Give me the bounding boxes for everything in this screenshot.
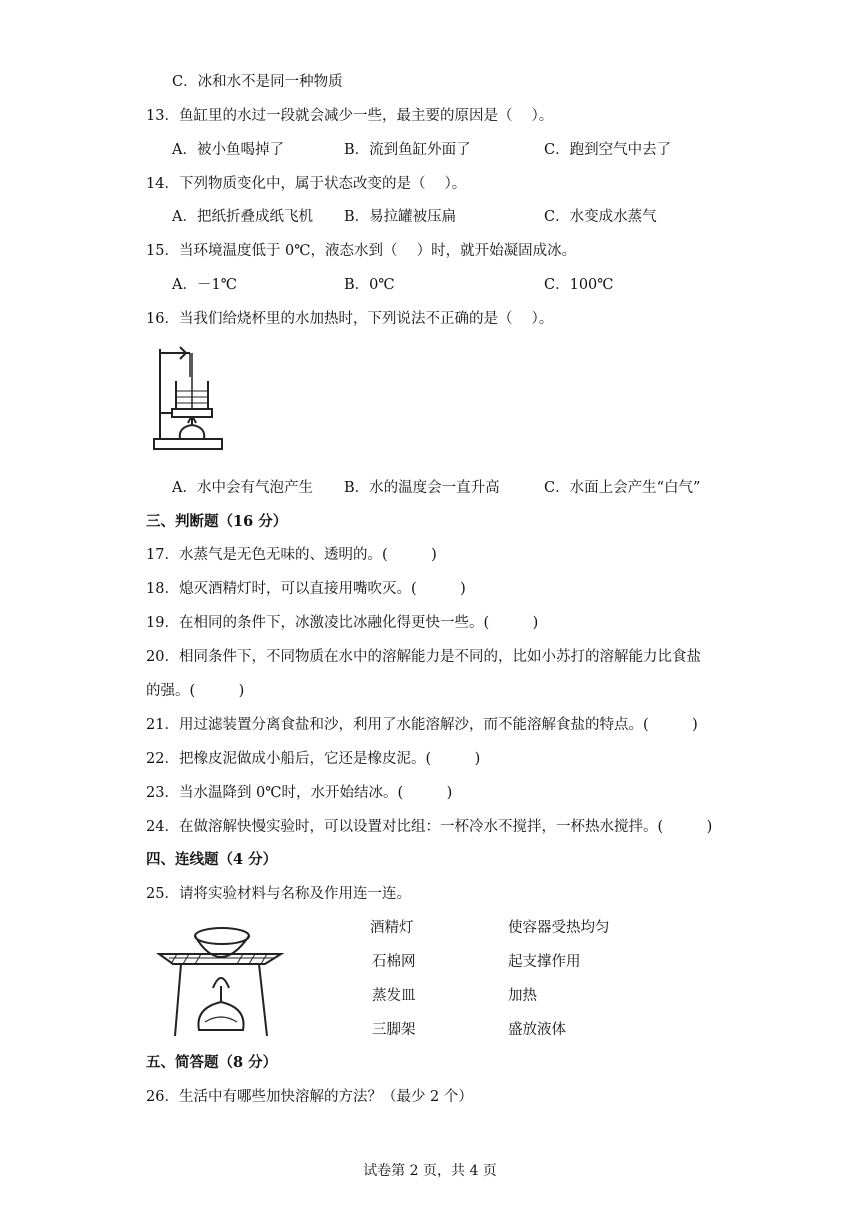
option-c-prev: C．冰和水不是同一种物质 [172,74,343,90]
section-5-heading: 五、简答题（8 分） [146,1054,278,1071]
section-4-heading: 四、连线题（4 分） [146,851,278,868]
page-footer: 试卷第 2 页，共 4 页 [363,1163,497,1179]
match-name-3: 蒸发皿 [372,988,416,1004]
match-use-2: 起支撑作用 [508,954,581,970]
section-3-heading: 三、判断题（16 分） [146,513,288,530]
question-21: 21．用过滤装置分离食盐和沙，利用了水能溶解沙，而不能溶解食盐的特点。( ) [146,717,698,733]
question-16-stem: 16．当我们给烧杯里的水加热时，下列说法不正确的是（ ）。 [146,311,554,327]
match-use-4: 盛放液体 [508,1022,566,1038]
question-22: 22．把橡皮泥做成小船后，它还是橡皮泥。( ) [146,751,481,767]
question-15-stem: 15．当环境温度低于 0℃，液态水到（ ）时，就开始凝固成冰。 [146,243,577,259]
question-14-stem: 14．下列物质变化中，属于状态改变的是（ ）。 [146,176,467,192]
question-20-line-2: 的强。( ) [146,683,245,699]
match-use-3: 加热 [508,988,537,1004]
question-17: 17．水蒸气是无色无味的、透明的。( ) [146,547,437,563]
q13-option-b: B．流到鱼缸外面了 [344,142,471,158]
question-25-stem: 25．请将实验材料与名称及作用连一连。 [146,886,411,902]
q16-option-a: A．水中会有气泡产生 [172,480,313,496]
q16-option-b: B．水的温度会一直升高 [344,480,500,496]
heating-apparatus-figure [150,343,230,455]
q13-option-c: C．跑到空气中去了 [544,142,672,158]
question-18: 18．熄灭酒精灯时，可以直接用嘴吹灭。( ) [146,581,466,597]
question-26: 26．生活中有哪些加快溶解的方法？（最少 2 个） [146,1089,473,1105]
question-24: 24．在做溶解快慢实验时，可以设置对比组：一杯冷水不搅拌，一杯热水搅拌。( ) [146,819,713,835]
q16-option-c: C．水面上会产生“白气” [544,480,701,496]
question-20-line-1: 20．相同条件下，不同物质在水中的溶解能力是不同的，比如小苏打的溶解能力比食盐 [146,649,701,665]
match-name-1: 酒精灯 [370,920,414,936]
question-19: 19．在相同的条件下，冰激凌比冰融化得更快一些。( ) [146,615,539,631]
q15-option-a: A．－1℃ [172,277,237,293]
match-name-4: 三脚架 [372,1022,416,1038]
q15-option-b: B．0℃ [344,277,395,293]
q14-option-b: B．易拉罐被压扁 [344,209,457,225]
q14-option-c: C．水变成水蒸气 [544,209,657,225]
match-use-1: 使容器受热均匀 [508,920,610,936]
question-13-stem: 13．鱼缸里的水过一段就会减少一些，最主要的原因是（ ）。 [146,108,554,124]
match-name-2: 石棉网 [372,954,416,970]
q15-option-c: C．100℃ [544,277,614,293]
q13-option-a: A．被小鱼喝掉了 [172,142,284,158]
q14-option-a: A．把纸折叠成纸飞机 [172,209,313,225]
evaporation-apparatus-figure [155,918,285,1040]
question-23: 23．当水温降到 0℃时，水开始结冰。( ) [146,785,453,801]
